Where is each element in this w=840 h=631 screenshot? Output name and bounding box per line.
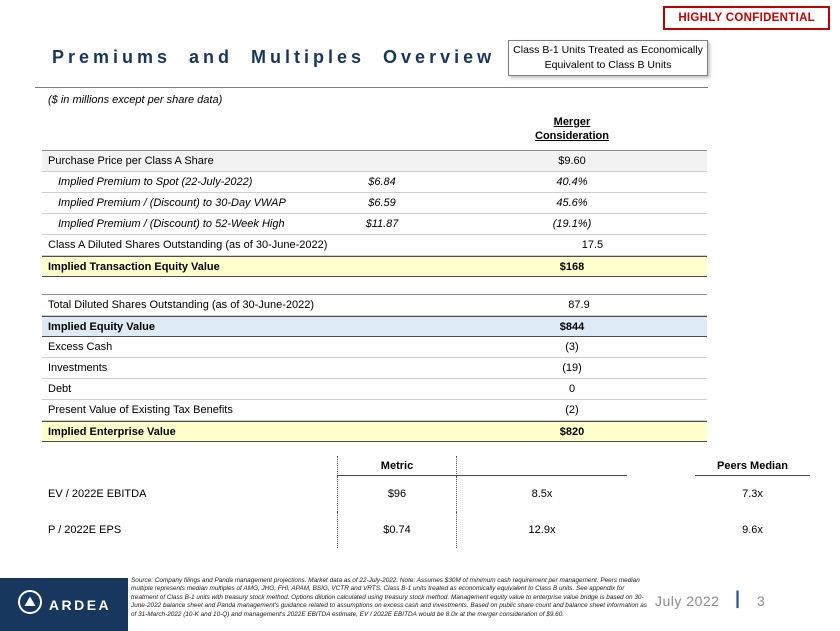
- multiples-header-row: [42, 456, 810, 476]
- page-title: Premiums and Multiples Overview: [52, 47, 496, 67]
- merger-consideration-line2: Consideration: [535, 129, 609, 142]
- confidential-badge: HIGHLY CONFIDENTIAL: [663, 6, 830, 30]
- purchase-price-table: [42, 150, 707, 277]
- peers-median-value: 9.6x: [742, 524, 763, 536]
- source-note: Source: Company filings and Panda management projections. Market data as of 22-July-2022. Note: Assumes $30M of minimum cash requirement per management. Peers median multiple represents median multiples of AMG, JHG, FHI, APAM, BSIG, VCTR and VRTS. Class B-1 units treated as economically equivalent to Class B units. See appendix for treatment of Class B-1 units with treasury stock method. Options dilution calculated using treasury stock method. Management equity value to enterprise value bridge is based on 30-June-2022 balance sheet and Panda management's guidance related to assumptions on excess cash and investments. Based on public share count and balance sheet information as of 31-March-2022 (10-K and 10-Q) and management's 2022E EBITDA estimate, EV / 2022E EBITDA would be 8.0x at the merger consideration of $9.60.: [131, 577, 648, 618]
- metric-value: $0.74: [337, 512, 457, 548]
- row-label: Purchase Price per Class A Share: [48, 155, 214, 167]
- row-value: 87.9: [568, 299, 590, 311]
- table-row: [42, 295, 707, 316]
- table-row: [42, 379, 707, 400]
- row-label: Class A Diluted Shares Outstanding (as of 30-June-2022): [48, 239, 328, 251]
- table-row: [42, 193, 707, 214]
- multiple-value: 8.5x: [531, 488, 553, 500]
- peers-median-value: 7.3x: [742, 488, 763, 500]
- row-label: Excess Cash: [48, 341, 113, 353]
- row-value: 17.5: [581, 239, 604, 251]
- logo-bird-icon: [17, 589, 43, 620]
- units-subtitle: ($ in millions except per share data): [48, 94, 223, 106]
- multiples-row-ebitda: [42, 476, 810, 512]
- merger-consideration-line1: Merger: [553, 116, 591, 128]
- title-underline: [35, 87, 708, 88]
- row-label: Present Value of Existing Tax Benefits: [48, 404, 233, 416]
- row-value: $9.60: [558, 155, 586, 167]
- table-row-implied-transaction-equity-value: [42, 256, 707, 277]
- row-value: (19): [562, 362, 582, 374]
- row-label: Investments: [48, 362, 108, 374]
- enterprise-value-table: [42, 294, 707, 442]
- merger-consideration-header: [457, 116, 687, 144]
- row-value: 45.6%: [556, 197, 588, 209]
- multiple-value: 12.9x: [528, 524, 556, 536]
- metric-value: $96: [337, 476, 457, 512]
- metric-header: Metric: [337, 456, 457, 476]
- row-label: Implied Equity Value: [48, 320, 155, 333]
- row-mid-value: $6.59: [368, 197, 396, 209]
- row-label: P / 2022E EPS: [48, 524, 122, 536]
- table-row: [42, 235, 707, 256]
- row-value: $820: [559, 425, 585, 438]
- row-value: (19.1%): [552, 218, 592, 230]
- table-row-implied-equity-value: [42, 316, 707, 337]
- row-mid-value: $11.87: [365, 218, 399, 230]
- row-label: Implied Premium / (Discount) to 52-Week High: [58, 218, 285, 230]
- row-mid-value: $6.84: [368, 176, 396, 188]
- footer-date: July 2022: [655, 593, 720, 609]
- ardea-logo: [0, 578, 128, 631]
- table-row-implied-enterprise-value: [42, 421, 707, 442]
- table-row: [42, 358, 707, 379]
- row-label: Debt: [48, 383, 72, 395]
- row-value: 40.4%: [556, 176, 588, 188]
- row-value: $168: [559, 260, 585, 273]
- row-value: (3): [565, 341, 579, 353]
- table-row: [42, 400, 707, 421]
- class-b1-note-box: Class B-1 Units Treated as Economically Equivalent to Class B Units: [508, 40, 708, 76]
- row-label: Implied Transaction Equity Value: [48, 260, 220, 273]
- row-label: Implied Premium / (Discount) to 30-Day VWAP: [58, 197, 286, 209]
- footer-separator: |: [735, 588, 741, 608]
- row-label: Total Diluted Shares Outstanding (as of 30-June-2022): [48, 299, 314, 311]
- row-label: EV / 2022E EBITDA: [48, 488, 147, 500]
- multiples-table: [42, 456, 810, 548]
- row-value: $844: [559, 320, 585, 333]
- row-label: Implied Premium to Spot (22-July-2022): [58, 176, 253, 188]
- table-row: [42, 214, 707, 235]
- row-label: Implied Enterprise Value: [48, 425, 176, 438]
- table-row: [42, 172, 707, 193]
- row-value: 0: [568, 383, 576, 395]
- table-row: [42, 151, 707, 172]
- logo-text: ARDEA: [48, 596, 112, 613]
- table-row: [42, 337, 707, 358]
- multiples-row-eps: [42, 512, 810, 548]
- peers-median-header: Peers Median: [695, 456, 810, 476]
- row-value: (2): [565, 404, 579, 416]
- page-number: 3: [757, 593, 765, 609]
